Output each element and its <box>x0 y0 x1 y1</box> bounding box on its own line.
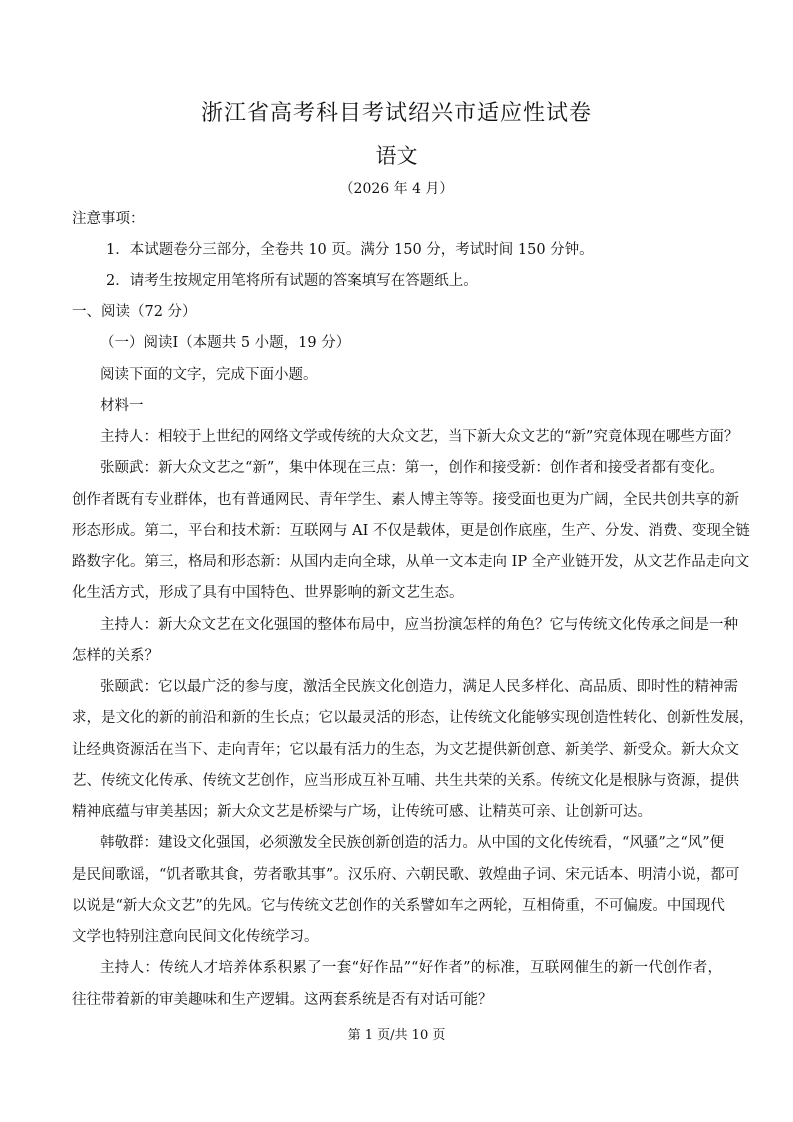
exam-title: 浙江省高考科目考试绍兴市适应性试卷 <box>200 101 592 126</box>
passage-line: 路数字化。第三，格局和形态新：从国内走向全球，从单一文本走向 IP 全产业链开发，从文艺作品走向文 <box>72 554 750 570</box>
section-heading: 一、阅读（72 分） <box>72 304 197 320</box>
notice-heading: 注意事项： <box>72 211 145 227</box>
passage-line: 韩敬群：建设文化强国，必须激发全民族创新创造的活力。从中国的文化传统看，“风骚”之“风”便 <box>100 835 725 851</box>
material-label: 材料一 <box>100 398 144 414</box>
passage-line: 艺、传统文化传承、传统文艺创作，应当形成互补互哺、共生共荣的关系。传统文化是根脉与资源，提供 <box>72 773 739 789</box>
passage-line: 是民间歌谣，“饥者歌其食，劳者歌其事”。汉乐府、六朝民歌、敦煌曲子词、宋元话本、明清小说，都可 <box>72 867 740 883</box>
section-instruction: 阅读下面的文字，完成下面小题。 <box>100 367 318 383</box>
passage-line: 怎样的关系？ <box>72 648 159 664</box>
passage-line: 张颐武：它以最广泛的参与度，激活全民族文化创造力，满足人民多样化、高品质、即时性的精神需 <box>100 679 738 695</box>
passage-line: 以说是“新大众文艺”的先风。它与传统文艺创作的关系譬如车之两轮，互相倚重，不可偏废。中国现代 <box>72 898 725 914</box>
passage-line: 创作者既有专业群体，也有普通网民、青年学生、素人博主等等。接受面也更为广阔，全民共创共享的新 <box>72 492 739 508</box>
passage-line: 张颐武：新大众文艺之“新”，集中体现在三点：第一，创作和接受新：创作者和接受者都有变化。 <box>100 460 724 476</box>
passage-line: 主持人：新大众文艺在文化强国的整体布局中，应当扮演怎样的角色？它与传统文化传承之间是一种 <box>100 617 738 633</box>
notice-item-1: 1．本试题卷分三部分，全卷共 10 页。满分 150 分，考试时间 150 分钟。 <box>106 242 594 258</box>
exam-date: （2026 年 4 月） <box>339 181 454 197</box>
passage-line: 文学也特别注意向民间文化传统学习。 <box>72 929 319 945</box>
section-subheading: （一）阅读Ⅰ（本题共 5 小题，19 分） <box>100 335 351 351</box>
passage-line: 精神底蕴与审美基因；新大众文艺是桥梁与广场，让传统可感、让精英可亲、让创新可达。 <box>72 804 652 820</box>
passage-line: 往往带着新的审美趣味和生产逻辑。这两套系统是否有对话可能？ <box>72 992 493 1008</box>
subject-title: 语文 <box>375 144 418 168</box>
passage-line: 形态形成。第二，平台和技术新：互联网与 AI 不仅是载体，更是创作底座，生产、分发、消费、变现全链 <box>72 523 750 539</box>
passage-line: 主持人：传统人才培养体系积累了一套“好作品”“好作者”的标准，互联网催生的新一代创作者， <box>100 960 722 976</box>
notice-item-2: 2．请考生按规定用笔将所有试题的答案填写在答题纸上。 <box>106 273 478 289</box>
passage-line: 主持人：相较于上世纪的网络文学或传统的大众文艺，当下新大众文艺的“新”究竟体现在哪些方面？ <box>100 429 739 445</box>
page-footer: 第 1 页/共 10 页 <box>347 1028 446 1043</box>
passage-line: 求，是文化的新的前沿和新的生长点；它以最灵活的形态，让传统文化能够实现创造性转化、创新性发展， <box>72 710 754 726</box>
passage-line: 让经典资源活在当下、走向青年；它以最有活力的生态，为文艺提供新创意、新美学、新受众。新大众文 <box>72 742 739 758</box>
passage-line: 化生活方式，形成了具有中国特色、世界影响的新文艺生态。 <box>72 585 464 601</box>
